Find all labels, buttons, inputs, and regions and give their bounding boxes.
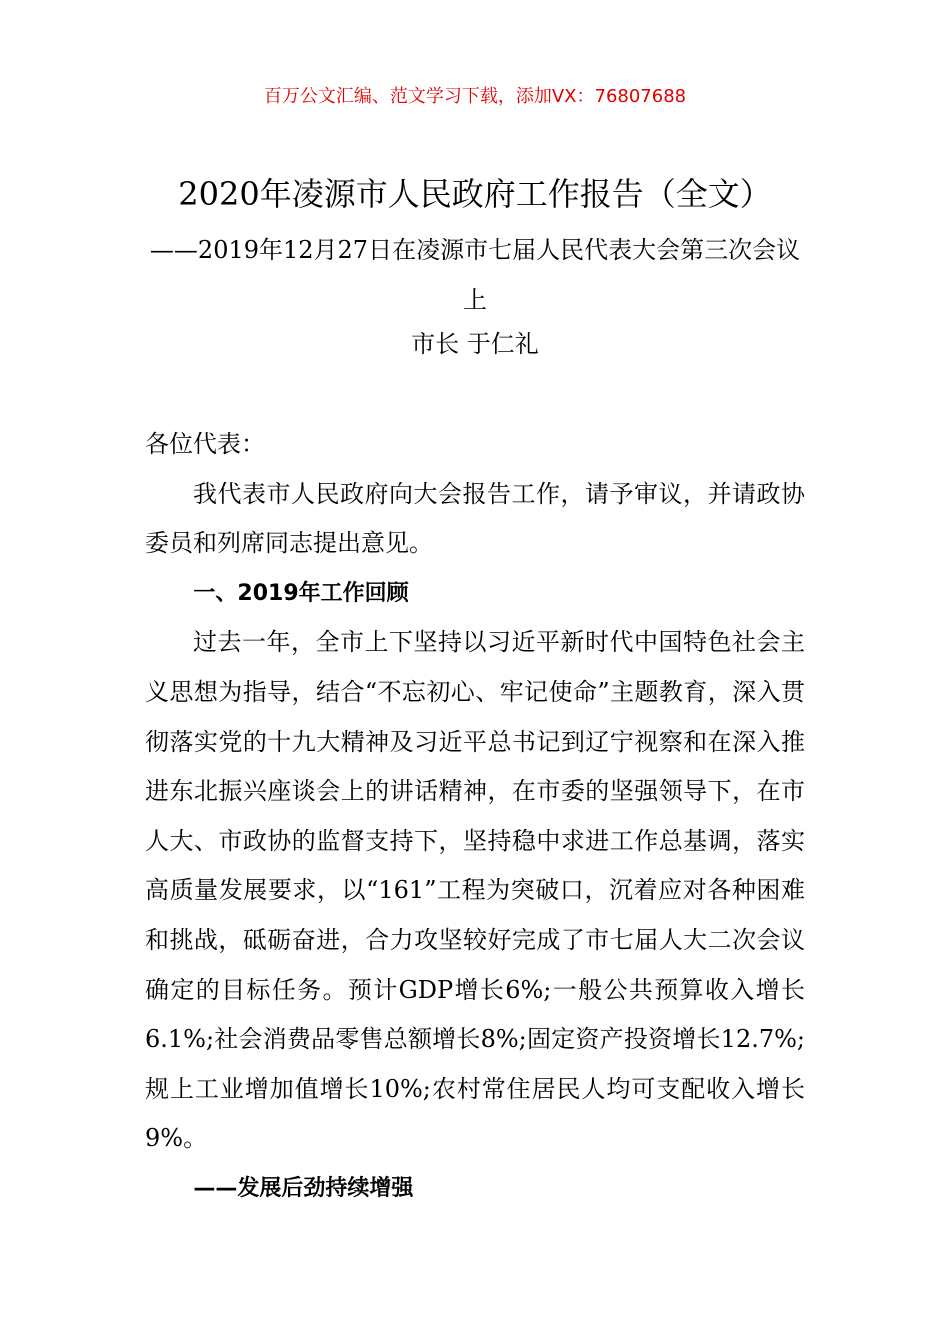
- document-body: [145, 420, 805, 1214]
- review-paragraph: 过去一年，全市上下坚持以习近平新时代中国特色社会主义思想为指导，结合“不忘初心、牢记使命”主题教育，深入贯彻落实党的十九大精神及习近平总书记到辽宁视察和在深入推进东北振兴座谈会上的讲话精神，在市委的坚强领导下，在市人大、市政协的监督支持下，坚持稳中求进工作总基调，落实高质量发展要求，以“161”工程为突破口，沉着应对各种困难和挑战，砥砺奋进，合力攻坚较好完成了市七届人大二次会议确定的目标任务。预计GDP增长6%;一般公共预算收入增长6.1%;社会消费品零售总额增长8%;固定资产投资增长12.7%;规上工业增加值增长10%;农村常住居民人均可支配收入增长9%。: [145, 628, 805, 1153]
- document-subtitle: ——2019年12月27日在凌源市七届人民代表大会第三次会议上: [149, 236, 801, 314]
- intro-paragraph: 我代表市人民政府向大会报告工作，请予审议，并请政协委员和列席同志提出意见。: [145, 479, 805, 558]
- document-title: 2020年凌源市人民政府工作报告（全文）: [178, 175, 772, 213]
- watermark-banner: 百万公文汇编、范文学习下载，添加VX：76807688: [263, 86, 687, 107]
- section-heading-review: 一、2019年工作回顾: [193, 580, 409, 606]
- document-author: 市长 于仁礼: [411, 330, 539, 358]
- salutation: 各位代表：: [145, 430, 265, 458]
- subsection-heading-momentum: ——发展后劲持续增强: [193, 1175, 414, 1201]
